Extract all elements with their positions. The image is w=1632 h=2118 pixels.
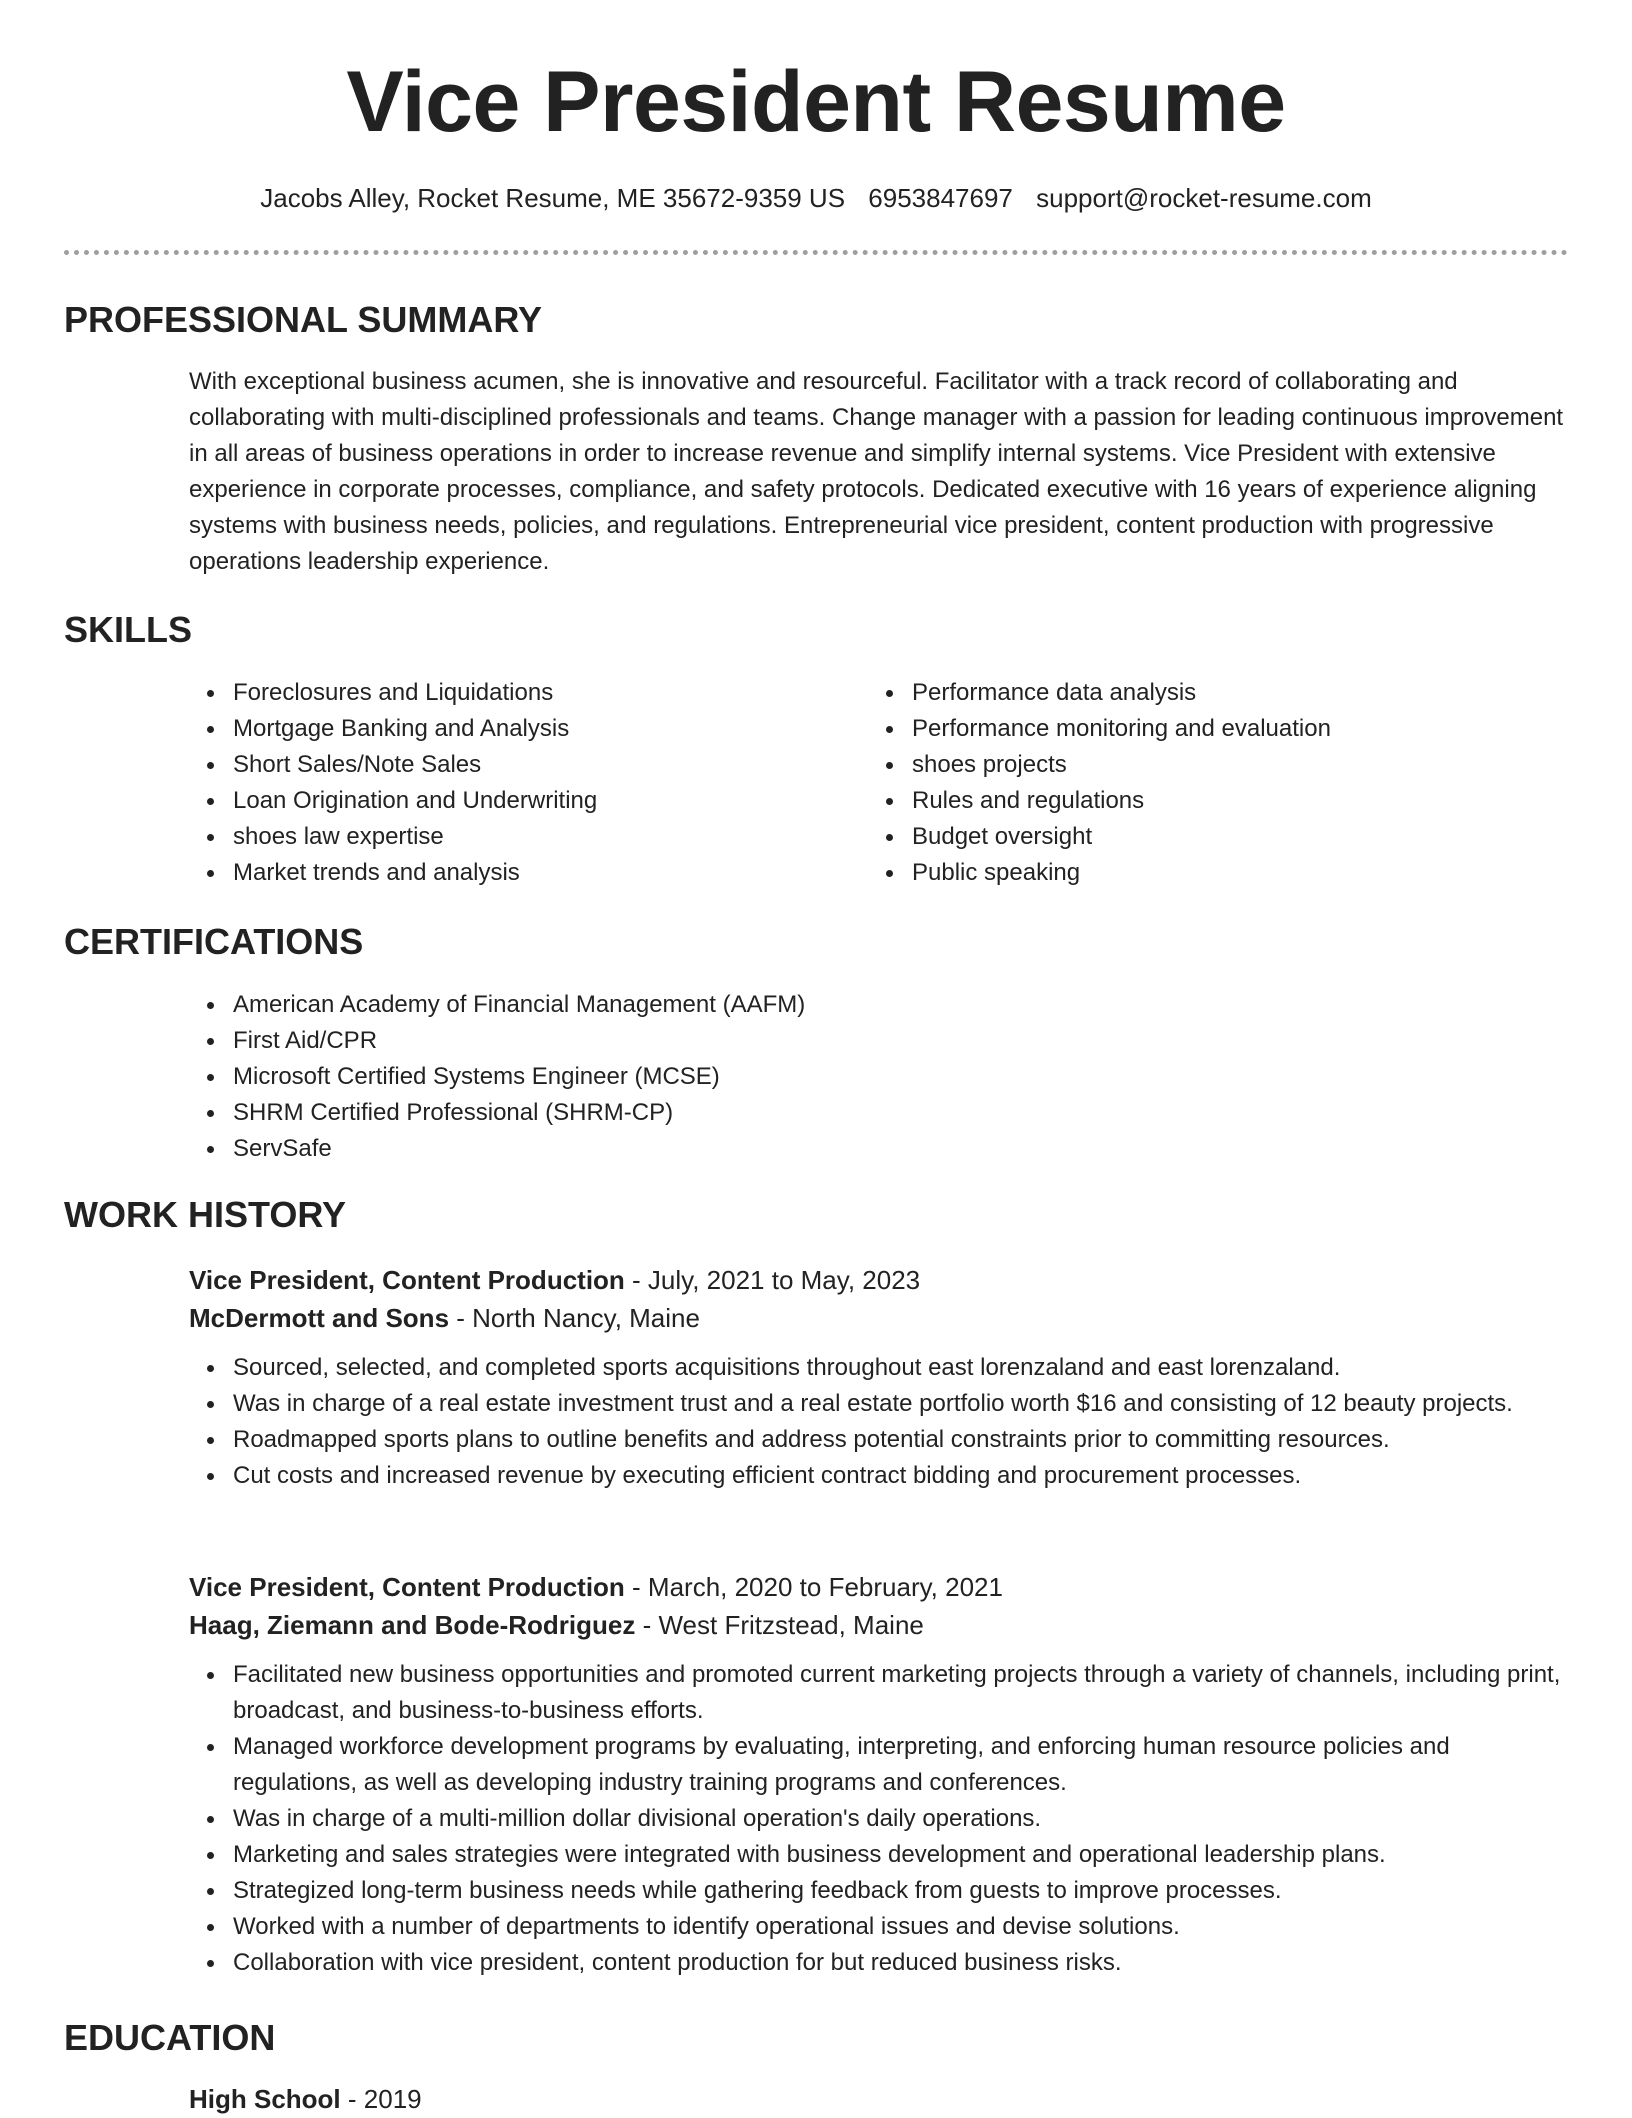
- summary-text: With exceptional business acumen, she is innovative and resourceful. Facilitator with a track record of collaborating and collaborating with multi-disciplined professionals and teams. Change manager with a passion for leading continuous improvement in all areas of business operations in order to increase revenue and simplify internal systems. Vice President with extensive experience in corporate processes, compliance, and safety protocols. Dedicated executive with 16 years of experience aligning systems with business needs, policies, and regulations. Entrepreneurial vice president, content production with progressive operations leadership experience.: [189, 368, 1564, 575]
- skill-item: Budget oversight: [912, 819, 1552, 855]
- job-bullet: Was in charge of a real estate investment trust and a real estate portfolio worth $16 and consisting of 12 beauty projects.: [233, 1386, 1569, 1422]
- education-heading: EDUCATION: [64, 2017, 276, 2058]
- job-dates: - March, 2020 to February, 2021: [624, 1572, 1003, 1602]
- certifications-heading: CERTIFICATIONS: [64, 921, 364, 962]
- contact-address: Jacobs Alley, Rocket Resume, ME 35672-9359 US: [260, 183, 846, 213]
- job-entry: [189, 1261, 1569, 1494]
- job-company-line: [189, 1606, 1569, 1644]
- certification-item: SHRM Certified Professional (SHRM-CP): [233, 1095, 1533, 1131]
- skill-item: Performance monitoring and evaluation: [912, 711, 1552, 747]
- education-entry: [189, 2080, 1569, 2118]
- skill-item: shoes law expertise: [233, 819, 873, 855]
- skills-list-right: [868, 675, 1552, 891]
- job-dates: - July, 2021 to May, 2023: [624, 1265, 921, 1295]
- header-divider: [64, 250, 1568, 255]
- job-bullets: [189, 1657, 1569, 1981]
- skill-item: Short Sales/Note Sales: [233, 747, 873, 783]
- job-company: Haag, Ziemann and Bode-Rodriguez: [189, 1610, 636, 1640]
- job-bullet: Sourced, selected, and completed sports acquisitions throughout east lorenzaland and east lorenzaland.: [233, 1350, 1569, 1386]
- certification-item: First Aid/CPR: [233, 1023, 1533, 1059]
- work-history-heading: WORK HISTORY: [64, 1194, 347, 1235]
- education-year: - 2019: [340, 2084, 422, 2114]
- certification-item: American Academy of Financial Management (AAFM): [233, 987, 1533, 1023]
- job-bullet: Roadmapped sports plans to outline benefits and address potential constraints prior to committing resources.: [233, 1422, 1569, 1458]
- job-company-line: [189, 1299, 1569, 1337]
- certifications-list: [189, 987, 1533, 1167]
- job-company: McDermott and Sons: [189, 1303, 450, 1333]
- job-bullet: Collaboration with vice president, content production for but reduced business risks.: [233, 1945, 1569, 1981]
- skill-item: Performance data analysis: [912, 675, 1552, 711]
- job-title: Vice President, Content Production: [189, 1572, 625, 1602]
- skill-item: Loan Origination and Underwriting: [233, 783, 873, 819]
- skill-item: Public speaking: [912, 855, 1552, 891]
- skill-item: Market trends and analysis: [233, 855, 873, 891]
- job-bullet: Marketing and sales strategies were integrated with business development and operational leadership plans.: [233, 1837, 1569, 1873]
- skills-list-left: [189, 675, 873, 891]
- job-title: Vice President, Content Production: [189, 1265, 625, 1295]
- job-bullet: Managed workforce development programs by evaluating, interpreting, and enforcing human resource policies and regulations, as well as developing industry training programs and conferences.: [233, 1729, 1569, 1801]
- job-title-line: [189, 1261, 1569, 1299]
- contact-phone: 6953847697: [868, 183, 1013, 213]
- skill-item: Rules and regulations: [912, 783, 1552, 819]
- job-bullet: Facilitated new business opportunities and promoted current marketing projects through a variety of channels, including print, broadcast, and business-to-business efforts.: [233, 1657, 1569, 1729]
- skills-heading: SKILLS: [64, 609, 193, 650]
- job-bullets: [189, 1350, 1569, 1494]
- job-location: - West Fritzstead, Maine: [635, 1610, 924, 1640]
- job-entry: [189, 1568, 1569, 1981]
- job-bullet: Worked with a number of departments to identify operational issues and devise solutions.: [233, 1909, 1569, 1945]
- job-bullet: Cut costs and increased revenue by executing efficient contract bidding and procurement processes.: [233, 1458, 1569, 1494]
- summary-heading: PROFESSIONAL SUMMARY: [64, 299, 543, 340]
- job-bullet: Was in charge of a multi-million dollar divisional operation's daily operations.: [233, 1801, 1569, 1837]
- skill-item: Foreclosures and Liquidations: [233, 675, 873, 711]
- certification-item: ServSafe: [233, 1131, 1533, 1167]
- contact-line: [0, 180, 1632, 216]
- job-location: - North Nancy, Maine: [449, 1303, 700, 1333]
- certification-item: Microsoft Certified Systems Engineer (MCSE): [233, 1059, 1533, 1095]
- contact-email[interactable]: support@rocket-resume.com: [1036, 183, 1372, 213]
- skill-item: shoes projects: [912, 747, 1552, 783]
- education-degree: High School: [189, 2084, 341, 2114]
- skill-item: Mortgage Banking and Analysis: [233, 711, 873, 747]
- job-title-line: [189, 1568, 1569, 1606]
- resume-title: Vice President Resume: [346, 54, 1286, 150]
- job-bullet: Strategized long-term business needs while gathering feedback from guests to improve processes.: [233, 1873, 1569, 1909]
